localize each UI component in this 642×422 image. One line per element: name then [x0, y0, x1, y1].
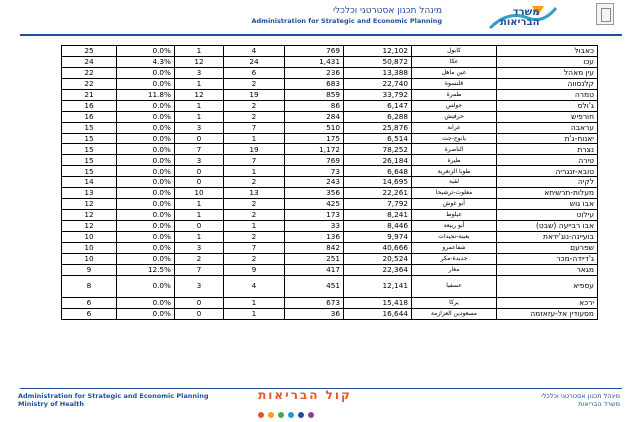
cell-rank: 15	[62, 144, 117, 155]
cell-rank: 21	[62, 89, 117, 100]
cell-pct: 0.0%	[117, 166, 175, 177]
cell-n2: 2	[224, 231, 285, 242]
cell-pop: 12,102	[344, 46, 412, 57]
cell-rank: 14	[62, 177, 117, 188]
cell-name-ar: كابول	[412, 46, 497, 57]
cell-rank: 25	[62, 46, 117, 57]
table-row	[62, 231, 598, 242]
cell-n2: 19	[224, 144, 285, 155]
header-title-hebrew: מינהל תכנון אסטרטגי וכלכלי	[332, 6, 442, 16]
cell-n1: 12	[175, 89, 224, 100]
cell-n1: 1	[175, 46, 224, 57]
table-row	[62, 67, 598, 78]
cell-n2: 19	[224, 89, 285, 100]
cell-pop: 14,695	[344, 177, 412, 188]
cell-name-ar: بعينة-نجيدات	[412, 231, 497, 242]
cell-n1: 2	[175, 253, 224, 264]
cell-name-he: לקיה	[497, 177, 598, 188]
cell-rank: 22	[62, 78, 117, 89]
kol-dot-icon	[298, 412, 304, 418]
cell-n2: 7	[224, 242, 285, 253]
cell-name-he: עילוט	[497, 210, 598, 221]
cell-n3: 243	[285, 177, 344, 188]
table-row	[62, 275, 598, 297]
cell-n3: 769	[285, 46, 344, 57]
cell-n2: 24	[224, 56, 285, 67]
page-header	[0, 0, 642, 38]
cell-rank: 10	[62, 253, 117, 264]
cell-name-he: שפרעם	[497, 242, 598, 253]
cell-n3: 251	[285, 253, 344, 264]
header-title-english: Administration for Strategic and Economic Planning	[251, 17, 442, 25]
cell-pct: 0.0%	[117, 210, 175, 221]
table-body	[62, 46, 598, 320]
cell-n1: 3	[175, 67, 224, 78]
cell-n3: 33	[285, 221, 344, 232]
cell-name-he: חורפיש	[497, 111, 598, 122]
cell-n2: 4	[224, 275, 285, 297]
cell-name-he: עראבה	[497, 122, 598, 133]
table-row	[62, 155, 598, 166]
cell-name-ar: مغار	[412, 264, 497, 275]
cell-n3: 451	[285, 275, 344, 297]
kol-habriut-logo: קול הבריאות	[258, 388, 352, 402]
table-row	[62, 133, 598, 144]
cell-name-he: ג'דיידה-מכר	[497, 253, 598, 264]
cell-pop: 6,514	[344, 133, 412, 144]
cell-name-ar: عكا	[412, 56, 497, 67]
cell-rank: 8	[62, 275, 117, 297]
cell-n2: 1	[224, 166, 285, 177]
cell-n1: 3	[175, 155, 224, 166]
cell-name-he: נצרת	[497, 144, 598, 155]
cell-name-he: יאנוח-ג'ת	[497, 133, 598, 144]
footer-hebrew: מינהל תכנון אסטרטגי וכלכלי משרד הבריאות	[541, 392, 620, 408]
cell-pct: 0.0%	[117, 111, 175, 122]
cell-rank: 16	[62, 111, 117, 122]
cell-n3: 417	[285, 264, 344, 275]
cell-rank: 16	[62, 100, 117, 111]
table-row	[62, 264, 598, 275]
table-row	[62, 166, 598, 177]
cell-name-he: טירה	[497, 155, 598, 166]
cell-n3: 86	[285, 100, 344, 111]
cell-n2: 4	[224, 46, 285, 57]
cell-name-he: טמרה	[497, 89, 598, 100]
cell-pop: 9,974	[344, 231, 412, 242]
cell-pct: 0.0%	[117, 231, 175, 242]
cell-name-he: טובא-זנגריה	[497, 166, 598, 177]
cell-n2: 2	[224, 210, 285, 221]
cell-n2: 9	[224, 264, 285, 275]
cell-pct: 0.0%	[117, 177, 175, 188]
cell-n1: 0	[175, 297, 224, 308]
cell-n2: 2	[224, 100, 285, 111]
cell-name-ar: طمرة	[412, 89, 497, 100]
cell-n3: 673	[285, 297, 344, 308]
cell-name-ar: حرفيش	[412, 111, 497, 122]
cell-rank: 12	[62, 210, 117, 221]
cell-pop: 20,524	[344, 253, 412, 264]
cell-name-he: ג'ולס	[497, 100, 598, 111]
cell-name-he: אבו גוש	[497, 199, 598, 210]
cell-n1: 1	[175, 100, 224, 111]
cell-pop: 12,141	[344, 275, 412, 297]
table-row	[62, 78, 598, 89]
cell-n3: 73	[285, 166, 344, 177]
kol-dot-icon	[268, 412, 274, 418]
cell-n2: 13	[224, 188, 285, 199]
cell-name-ar: شفاعمرو	[412, 242, 497, 253]
cell-pop: 25,876	[344, 122, 412, 133]
cell-pop: 6,147	[344, 100, 412, 111]
cell-name-ar: قلنسوة	[412, 78, 497, 89]
cell-n3: 356	[285, 188, 344, 199]
table-row	[62, 177, 598, 188]
cell-n3: 236	[285, 67, 344, 78]
cell-n1: 0	[175, 133, 224, 144]
table-row	[62, 111, 598, 122]
cell-n1: 1	[175, 210, 224, 221]
cell-name-he: ירכא	[497, 297, 598, 308]
cell-name-he: קלנסווה	[497, 78, 598, 89]
cell-rank: 15	[62, 166, 117, 177]
cell-rank: 6	[62, 297, 117, 308]
cell-name-he: מגאר	[497, 264, 598, 275]
cell-n1: 1	[175, 111, 224, 122]
cell-n3: 36	[285, 308, 344, 319]
cell-rank: 9	[62, 264, 117, 275]
cell-pop: 15,418	[344, 297, 412, 308]
cell-rank: 6	[62, 308, 117, 319]
cell-pct: 0.0%	[117, 275, 175, 297]
table-row	[62, 308, 598, 319]
cell-rank: 15	[62, 133, 117, 144]
cell-pct: 0.0%	[117, 133, 175, 144]
cell-n1: 0	[175, 308, 224, 319]
cell-n1: 1	[175, 199, 224, 210]
cell-n2: 1	[224, 221, 285, 232]
cell-n3: 683	[285, 78, 344, 89]
cell-n3: 510	[285, 122, 344, 133]
cell-name-he: עכו	[497, 56, 598, 67]
cell-pop: 6,648	[344, 166, 412, 177]
table-row	[62, 199, 598, 210]
cell-n2: 6	[224, 67, 285, 78]
table-row	[62, 188, 598, 199]
cell-name-he: עספיא	[497, 275, 598, 297]
cell-pct: 0.0%	[117, 67, 175, 78]
cell-n2: 7	[224, 155, 285, 166]
cell-name-ar: جولس	[412, 100, 497, 111]
cell-name-he: מעלות-תרשיחא	[497, 188, 598, 199]
cell-name-he: עין מאהל	[497, 67, 598, 78]
kol-dot-icon	[288, 412, 294, 418]
cell-n3: 175	[285, 133, 344, 144]
cell-pct: 0.0%	[117, 144, 175, 155]
cell-name-ar: لقية	[412, 177, 497, 188]
kol-dot-icon	[258, 412, 264, 418]
cell-n3: 1,431	[285, 56, 344, 67]
cell-n1: 7	[175, 144, 224, 155]
kol-dot-icon	[278, 412, 284, 418]
cell-pop: 22,261	[344, 188, 412, 199]
cell-name-ar: جديدة-مكر	[412, 253, 497, 264]
cell-name-ar: عرابة	[412, 122, 497, 133]
cell-rank: 10	[62, 242, 117, 253]
cell-pct: 0.0%	[117, 242, 175, 253]
cell-n2: 2	[224, 177, 285, 188]
kol-dot-icon	[308, 412, 314, 418]
cell-pct: 0.0%	[117, 46, 175, 57]
cell-n2: 7	[224, 122, 285, 133]
cell-pct: 0.0%	[117, 100, 175, 111]
cell-pct: 0.0%	[117, 78, 175, 89]
cell-pop: 6,288	[344, 111, 412, 122]
cell-pop: 50,872	[344, 56, 412, 67]
cell-name-he: בועיינה-נוג'ידאת	[497, 231, 598, 242]
cell-pop: 8,241	[344, 210, 412, 221]
cell-pct: 0.0%	[117, 122, 175, 133]
cell-n3: 859	[285, 89, 344, 100]
cell-rank: 12	[62, 199, 117, 210]
cell-pop: 33,792	[344, 89, 412, 100]
cell-pct: 0.0%	[117, 308, 175, 319]
kol-habriut-dots	[258, 403, 358, 410]
cell-name-ar: طوبا الزنغرية	[412, 166, 497, 177]
cell-rank: 15	[62, 122, 117, 133]
cell-pct: 0.0%	[117, 188, 175, 199]
cell-n2: 1	[224, 133, 285, 144]
cell-n3: 284	[285, 111, 344, 122]
cell-pop: 16,644	[344, 308, 412, 319]
cell-n1: 0	[175, 221, 224, 232]
cell-rank: 24	[62, 56, 117, 67]
cell-pct: 0.0%	[117, 199, 175, 210]
cell-pct: 0.0%	[117, 155, 175, 166]
cell-n1: 3	[175, 242, 224, 253]
cell-name-ar: عيلوط	[412, 210, 497, 221]
cell-n1: 1	[175, 78, 224, 89]
cell-name-ar: مسعودين العزازمة	[412, 308, 497, 319]
cell-n1: 0	[175, 166, 224, 177]
cell-n2: 2	[224, 78, 285, 89]
cell-pop: 13,388	[344, 67, 412, 78]
cell-n3: 842	[285, 242, 344, 253]
cell-n2: 2	[224, 253, 285, 264]
cell-n3: 136	[285, 231, 344, 242]
cell-pop: 7,792	[344, 199, 412, 210]
cell-n1: 12	[175, 56, 224, 67]
table-row	[62, 46, 598, 57]
table-row	[62, 89, 598, 100]
cell-n3: 173	[285, 210, 344, 221]
footer-english: Administration for Strategic and Economic Planning Ministry of Health	[18, 392, 209, 408]
cell-rank: 13	[62, 188, 117, 199]
cell-name-he: אבו רבייעה (שבט)	[497, 221, 598, 232]
cell-name-ar: معلوت-ترشيحا	[412, 188, 497, 199]
cell-pct: 12.5%	[117, 264, 175, 275]
cell-n1: 10	[175, 188, 224, 199]
header-title	[252, 6, 443, 26]
cell-n2: 2	[224, 111, 285, 122]
cell-n1: 3	[175, 275, 224, 297]
table-row	[62, 297, 598, 308]
cell-name-ar: عسفيا	[412, 275, 497, 297]
table-row	[62, 210, 598, 221]
cell-name-ar: عين ماهل	[412, 67, 497, 78]
ministry-logo-text: משרד הבריאות	[500, 7, 540, 28]
table-row	[62, 221, 598, 232]
table-row	[62, 242, 598, 253]
table-row	[62, 100, 598, 111]
cell-pop: 40,666	[344, 242, 412, 253]
cell-n3: 1,172	[285, 144, 344, 155]
cell-name-he: מסעודין אל-עזאזמה	[497, 308, 598, 319]
table-row	[62, 253, 598, 264]
cell-n1: 3	[175, 122, 224, 133]
cell-pop: 8,446	[344, 221, 412, 232]
cell-n1: 7	[175, 264, 224, 275]
cell-rank: 15	[62, 155, 117, 166]
cell-name-ar: يانوح-جت	[412, 133, 497, 144]
cell-pop: 22,364	[344, 264, 412, 275]
cell-pct: 0.0%	[117, 297, 175, 308]
ministry-logo	[488, 2, 558, 32]
cell-name-he: כאבול	[497, 46, 598, 57]
cell-n2: 1	[224, 308, 285, 319]
cell-n2: 1	[224, 297, 285, 308]
header-divider	[20, 34, 622, 36]
cell-name-ar: أبو غوش	[412, 199, 497, 210]
table-row	[62, 144, 598, 155]
data-table	[61, 45, 598, 320]
cell-name-ar: الناصرة	[412, 144, 497, 155]
cell-name-ar: طيرة	[412, 155, 497, 166]
state-emblem-icon	[596, 3, 614, 25]
cell-n3: 425	[285, 199, 344, 210]
cell-pct: 4.3%	[117, 56, 175, 67]
cell-rank: 10	[62, 231, 117, 242]
cell-pct: 0.0%	[117, 253, 175, 264]
cell-n1: 0	[175, 177, 224, 188]
cell-n3: 769	[285, 155, 344, 166]
cell-name-ar: يركا	[412, 297, 497, 308]
table-row	[62, 56, 598, 67]
cell-name-ar: أبو ربيعة	[412, 221, 497, 232]
cell-rank: 22	[62, 67, 117, 78]
cell-n2: 2	[224, 199, 285, 210]
cell-pct: 0.0%	[117, 221, 175, 232]
table-row	[62, 122, 598, 133]
cell-pop: 78,252	[344, 144, 412, 155]
cell-n1: 1	[175, 231, 224, 242]
cell-rank: 12	[62, 221, 117, 232]
cell-pct: 11.8%	[117, 89, 175, 100]
cell-pop: 22,740	[344, 78, 412, 89]
cell-pop: 26,184	[344, 155, 412, 166]
